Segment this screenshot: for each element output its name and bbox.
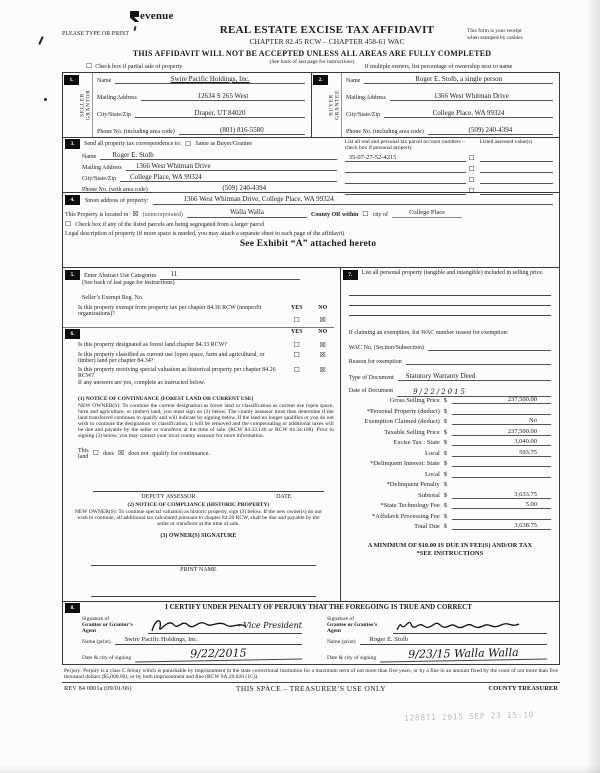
form-header: [62, 10, 562, 65]
corr-address-value: 1366 West Whitman Drive: [126, 162, 337, 171]
type-or-print-note: PLEASE TYPE OR PRINT: [62, 31, 130, 37]
personal-property-checkbox: ☐: [468, 187, 475, 195]
doc-type-label: Type of Document: [348, 374, 394, 381]
receipt-note: This form is your receipt when stamped by cashier.: [467, 28, 524, 42]
total-due-value: 3,638.75: [452, 522, 551, 530]
reason-value: [406, 357, 551, 365]
personal-property-line: [349, 306, 551, 316]
segregated-checkbox: ☐: [65, 220, 72, 229]
abstract-use-label: Enter Abstract Use Categories: [84, 272, 157, 279]
fee-row: Total Due $ 3,638.75: [349, 522, 551, 530]
dollar-sign: $: [443, 397, 448, 405]
excise-tax-state-value: 3,040.00: [452, 438, 551, 446]
located-in-label: This Property is located in: [65, 212, 129, 219]
county-name-value: Walla Walla: [187, 208, 307, 218]
buyer-phone-value: (509) 240-4394: [428, 126, 553, 135]
buyer-city-label: City/State/Zip: [346, 112, 380, 118]
notice1-body: NEW OWNER(S): To continue the current designation as forest land or classification as current use (open space, farm and agriculture, or timber) land, you must sign on (3) below. The county assessor must then determine if the land transferred continues to qualify and will indicate by signing below. If the land no longer qualifies or you do not wish to continue the designation or classification, it will be removed and the compensating or additional taxes will be due and payable by the seller or transferor at the time of sale. (RCW 84.33.140 or RCW 84.34.108). Prior to signing (3) below, you may contact your local county assessor for more information.: [78, 402, 334, 439]
county-or-within-label: County OR within: [310, 212, 359, 219]
pen-mark: [38, 36, 43, 45]
owners-signature-line: [91, 556, 316, 566]
perjury-statement: Perjury: Perjury is a class C felony which is punishable by imprisonment in the state correctional institution for a maximum term of not more than five years, or by a fine in an amount fixed by the court of not more than five thousand dollars ($5,000.00), or by both imprisonment and fine (RCW 9A.20.020 (1C)).: [62, 665, 560, 683]
treasurer-space-label: THIS SPACE – TREASURER’S USE ONLY: [235, 683, 387, 693]
parcel-number-value: 35-07-27-52-4215: [345, 154, 466, 162]
fee-row: *Personal Property (deduct) $: [349, 407, 551, 415]
fee-row: Local $: [349, 470, 551, 478]
exemption-claimed-value: No: [452, 417, 551, 425]
section-7-badge: 7.: [343, 270, 358, 280]
assessed-values-header: Listed assessed value(s): [479, 139, 533, 145]
seller-address-value: 12634 S 265 West: [141, 92, 305, 101]
historical-no-checkbox: ☒: [319, 366, 326, 375]
same-as-buyer-label: Same as Buyer/Grantee: [195, 141, 253, 147]
doc-date-label: Date of Document: [348, 387, 394, 394]
pen-mark: [44, 98, 47, 101]
certify-statement: I CERTIFY UNDER PENALTY OF PERJURY THAT THE FOREGOING IS TRUE AND CORRECT: [165, 602, 472, 611]
property-location-section: [63, 192, 559, 267]
section-3-badge: 3.: [65, 139, 80, 149]
exempt-reg-label: Seller’s Exempt Reg. No.: [82, 294, 144, 301]
buyer-name-value: Roger E. Stolb, a single person: [364, 75, 553, 84]
notice2-title: (2) NOTICE OF COMPLIANCE (HISTORIC PROPERTY): [127, 501, 270, 508]
personal-property-checkbox: ☐: [468, 176, 475, 184]
city-name-value: College Place: [392, 209, 462, 218]
see-instructions-note: *SEE INSTRUCTIONS: [416, 550, 484, 558]
wac-label: WAC No. (Section/Subsection): [348, 344, 424, 351]
partial-sale-checkbox: ☐: [86, 62, 93, 70]
state-technology-fee-value: 5.00: [452, 501, 551, 509]
unincorporated-label: (unincorporated): [142, 212, 183, 219]
partial-sale-row: [86, 63, 321, 70]
affidavit-form: [62, 62, 560, 694]
buyer-name-label: Name: [346, 78, 361, 84]
grantee-print-name: Roger E. Stolb: [360, 636, 547, 645]
no-header: NO: [318, 305, 328, 312]
owners-signature-label: (3) OWNER(S) SIGNATURE: [160, 532, 237, 539]
gross-selling-price-value: 237,500.00: [452, 396, 551, 404]
section5-see-back: (See back of last page for instructions): [82, 280, 175, 287]
current-use-yes-checkbox: ☐: [293, 351, 300, 360]
segregated-label: Check box if any of the listed parcels are being segregated from a larger parcel: [75, 222, 265, 229]
seller-address-label: Mailing Address: [97, 95, 137, 101]
revenue-logo-icon: [130, 11, 139, 22]
form-footer: [62, 683, 560, 694]
grantee-signing-date: 9/23/15 Walla Walla: [380, 645, 547, 662]
delinquent-penalty-value: [452, 480, 551, 488]
use-categories-column: [63, 268, 341, 601]
parcel-row: [345, 187, 553, 195]
personal-property-deduct-value: [452, 407, 551, 415]
street-address-label: Street address of property:: [85, 197, 149, 204]
taxable-selling-price-value: 237,500.00: [452, 428, 551, 436]
corr-phone-label: Phone No. (with area code): [82, 187, 148, 193]
grantee-signature-block: Signature of Grantee or Grantee’s Agent Name (print) Roger E. Stolb Date & city of signing 9/23/15 Walla Walla: [308, 614, 553, 661]
form-title: REAL ESTATE EXCISE TAX AFFIDAVIT: [219, 24, 435, 36]
if-yes-note: If any answers are yes, complete as instructed below.: [78, 380, 206, 387]
legal-description-value: See Exhibit “A” attached hereto: [239, 239, 377, 250]
qualify-post: qualify for continuance.: [152, 450, 210, 457]
buyer-address-label: Mailing Address: [346, 95, 386, 101]
grantor-signature-image: [148, 615, 248, 635]
historical-question: Is this property receiving special valuation as historical property per chapter 84.26 RCW?: [78, 367, 276, 380]
no-header: NO: [318, 329, 328, 336]
multiple-owners-note: If multiple owners, list percentage of ownership next to name: [364, 63, 513, 70]
rev-form-number: REV 84 0001a (09/01/06): [64, 684, 132, 692]
scan-bottom-shadow: [0, 765, 600, 773]
buyer-phone-label: Phone No. (including area code): [346, 129, 424, 135]
fee-row: *Affidavit Processing Fee $: [349, 512, 551, 520]
section-8-badge: 8.: [65, 603, 80, 613]
grantor-signing-date: 9/22/2015: [135, 645, 302, 662]
doc-type-value: Statutory Warranty Deed: [398, 372, 551, 381]
buyer-city-value: College Place, WA 99324: [384, 109, 553, 118]
grantor-signature-block: Signature of Grantor or Grantor’s Agent - Vice President Name (print) Swire Pacific Holdings, Inc. Date & city of signing 9/22/2015: [82, 615, 302, 661]
form-subtitle: CHAPTER 82.45 RCW – CHAPTER 458-61 WAC: [249, 37, 405, 46]
sale-details-column: [341, 268, 559, 601]
forest-yes-checkbox: ☐: [293, 341, 300, 350]
same-as-buyer-checkbox: ☐: [185, 139, 192, 148]
fee-row: Excise Tax : State $ 3,040.00: [349, 438, 551, 446]
unincorporated-checkbox: ☒: [132, 210, 139, 219]
cashier-date-stamp: 128871 2015 SEP 23 15:10: [403, 710, 535, 723]
yes-header: YES: [290, 305, 303, 312]
personal-property-list-label: List all personal property (tangible and intangible) included in selling price.: [361, 270, 544, 277]
parcel-numbers-header: List all real and personal tax parcel account numbers – check box if personal property: [344, 139, 465, 151]
corr-address-label: Mailing Address: [82, 165, 122, 171]
seller-city-value: Draper, UT 84020: [135, 109, 305, 118]
qualify-pre: This land: [78, 447, 89, 460]
does-not-checkbox: ☒: [117, 449, 125, 458]
current-use-question: Is this property classified as current use (open space, farm and agricultural, or timber) land per chapter 84.34?: [78, 352, 265, 365]
grantee-signature-image: [393, 615, 523, 635]
buyer-side-label: BUYER GRANTEE: [329, 73, 342, 137]
county-treasurer-label: COUNTY TREASURER: [488, 684, 558, 692]
seller-city-label: City/State/Zip: [97, 112, 131, 118]
minimum-due-note: A MINIMUM OF $10.00 IS DUE IN FEE(S) AND/OR TAX: [367, 542, 533, 550]
abstract-use-value: 11: [160, 270, 300, 280]
delinquent-interest-local-value: [452, 470, 551, 478]
deputy-assessor-line: [93, 482, 324, 492]
seller-phone-label: Phone No. (including area code): [97, 129, 175, 135]
corr-name-label: Name: [82, 154, 97, 160]
fee-row: Taxable Selling Price $ 237,500.00: [349, 428, 551, 436]
parcel-row: [345, 154, 553, 162]
revenue-logo-text: evenue: [140, 10, 174, 22]
affidavit-processing-fee-value: [452, 512, 551, 520]
corr-city-value: College Place, WA 99324: [120, 173, 337, 182]
fee-row: Gross Selling Price $ 237,500.00: [349, 396, 551, 404]
buyer-address-value: 1366 West Whitman Drive: [390, 92, 553, 101]
seller-name-value: Swire Pacific Holdings, Inc.: [115, 75, 305, 84]
forest-land-question: Is this property designated as forest land chapter 84.33 RCW?: [78, 342, 227, 349]
city-checkbox: ☐: [362, 210, 369, 219]
does-checkbox: ☐: [92, 449, 99, 458]
exempt-no-checkbox: ☒: [319, 316, 326, 325]
partial-sale-label: Check box if partial sale of property: [95, 63, 183, 70]
fee-row: *State Technology Fee $ 5.00: [349, 501, 551, 509]
delinquent-interest-state-value: [452, 459, 551, 467]
section-1-badge: 1.: [64, 75, 79, 85]
reason-label: Reason for exemption: [348, 358, 402, 365]
section-6-badge: 6.: [65, 329, 80, 339]
parcel-row: [345, 176, 553, 184]
deputy-assessor-label: DEPUTY ASSESSOR: [141, 493, 196, 500]
yes-header: YES: [290, 329, 303, 336]
seller-section: [63, 73, 311, 137]
excise-tax-local-value: 593.75: [452, 449, 551, 457]
forest-no-checkbox: ☒: [319, 341, 326, 350]
fee-row: Local $ 593.75: [349, 449, 551, 457]
date-label: DATE: [276, 493, 292, 500]
does-label: does: [102, 450, 114, 457]
certification-section: [63, 601, 559, 664]
fee-row: *Delinquent Penalty $: [349, 480, 551, 488]
send-correspondence-label: Send all property tax correspondence to:: [84, 141, 182, 147]
exempt-yes-checkbox: ☐: [293, 316, 300, 325]
does-not-label: does not: [128, 450, 149, 457]
historical-yes-checkbox: ☐: [293, 366, 300, 375]
see-back-note: (See back of last page for instructions): [269, 59, 355, 65]
buyer-section: [311, 73, 559, 137]
exemption-note: If claiming an exemption, list WAC number reason for exemption:: [348, 330, 509, 337]
revenue-logo: [130, 10, 562, 22]
section-4-badge: 4.: [65, 195, 80, 205]
doc-date-value: 9/22/2015: [397, 388, 551, 397]
seller-side-label: SELLER GRANTOR: [80, 73, 93, 137]
fee-row: Subtotal $ 3,633.75: [349, 491, 551, 499]
seller-name-label: Name: [97, 78, 112, 84]
section-2-badge: 2.: [313, 75, 328, 85]
legal-description-label: Legal description of property (if more space is needed, you may attach a separate sheet to each page of the affidavit): [65, 231, 345, 238]
corr-name-value: Roger E. Stolb: [100, 151, 336, 160]
print-name-label: PRINT NAME: [180, 567, 217, 574]
personal-property-line: [349, 296, 551, 306]
personal-property-line: [349, 286, 551, 296]
tax-correspondence-section: [63, 137, 559, 195]
notice1-title: (1) NOTICE OF CONTINUANCE (FOREST LAND OR CURRENT USE): [78, 395, 254, 402]
exempt-question: Is this property exempt from property tax per chapter 84.36 RCW (nonprofit organizations)?: [78, 305, 262, 318]
city-of-label: city of: [372, 212, 389, 219]
section-5-badge: 5.: [65, 270, 80, 280]
subtotal-value: 3,633.75: [452, 491, 551, 499]
fee-row: *Delinquent Interest: State $: [349, 459, 551, 467]
personal-property-checkbox: ☐: [468, 154, 475, 162]
corr-city-label: City/State/Zip: [82, 176, 116, 182]
current-use-no-checkbox: ☒: [319, 351, 326, 360]
notice2-body: NEW OWNER(S): To continue special valuation as historic property, sign (3) below. If the new owner(s) do not wish to continue, all additional tax calculated pursuant to chapter 84.26 RCW, shall be due and payable by the seller or transferor at the time of sale.: [74, 508, 322, 527]
assessed-value: [480, 154, 553, 162]
grantor-signature-title: - Vice President: [237, 621, 302, 631]
scan-edge-shadow: [586, 0, 600, 773]
street-address-value: 1366 West Whitman Drive, College Place, WA 99324: [153, 195, 553, 205]
personal-property-checkbox: ☐: [468, 165, 475, 173]
seller-phone-value: (801) 816-5580: [179, 126, 305, 135]
owners-signature-line2: [91, 587, 316, 597]
fee-row: Exemption Claimed (deduct) $ No: [349, 417, 551, 425]
fee-table: [349, 396, 551, 530]
corr-phone-value: (509) 240-4394: [152, 184, 337, 193]
wac-value: [428, 343, 551, 351]
grantor-print-name: Swire Pacific Holdings, Inc.: [115, 636, 302, 645]
completion-warning: THIS AFFIDAVIT WILL NOT BE ACCEPTED UNLESS ALL AREAS ARE FULLY COMPLETED: [132, 49, 492, 58]
parcel-row: [345, 165, 553, 173]
